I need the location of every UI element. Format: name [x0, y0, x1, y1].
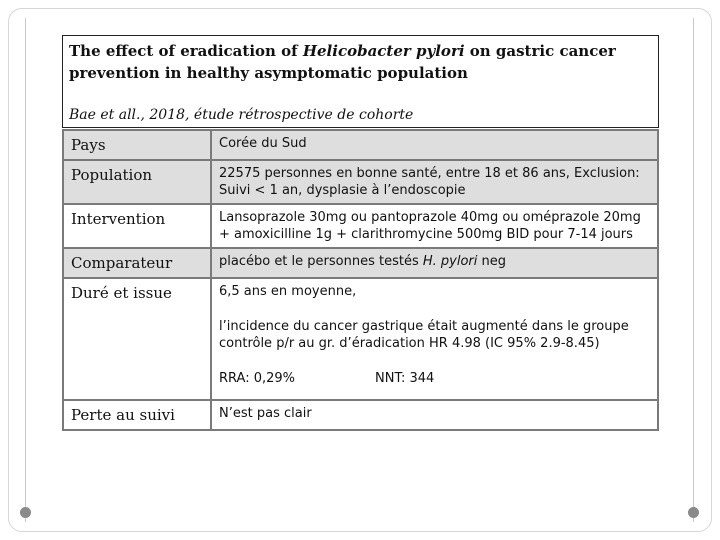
- right-rail-line: [693, 18, 694, 522]
- right-rail: [688, 18, 700, 522]
- nnt-value: NNT: 344: [375, 371, 435, 386]
- row-label: Comparateur: [63, 248, 211, 278]
- table-row: [63, 278, 658, 400]
- table-row: [63, 204, 658, 248]
- left-rail-dot: [20, 507, 31, 518]
- comparator-pre: placébo et le personnes testés: [219, 254, 423, 269]
- title-pre: The effect of eradication of: [69, 42, 303, 60]
- rra-nnt-line: [219, 370, 650, 387]
- title-post: on gastric cancer prevention in healthy asymptomatic population: [69, 42, 616, 82]
- row-label: Duré et issue: [63, 278, 211, 400]
- row-label: Perte au suivi: [63, 400, 211, 430]
- title-box: [62, 35, 659, 128]
- citation: Bae et all., 2018, étude rétrospective de cohorte: [69, 107, 414, 123]
- outcome-text: l’incidence du cancer gastrique était augmenté dans le groupe contrôle p/r au gr. d’éradication HR 4.98 (IC 95% 2.9-8.45): [219, 319, 629, 351]
- left-rail-line: [25, 18, 26, 522]
- row-value: Corée du Sud: [211, 130, 658, 160]
- left-rail: [20, 18, 32, 522]
- row-value: 22575 personnes en bonne santé, entre 18 et 86 ans, Exclusion: Suivi < 1 an, dysplasie à l’endoscopie: [211, 160, 658, 204]
- comparator-post: neg: [477, 254, 506, 269]
- row-value: N’est pas clair: [211, 400, 658, 430]
- rra-value: RRA: 0,29%: [219, 371, 296, 386]
- table-row: [63, 130, 658, 160]
- row-label: Pays: [63, 130, 211, 160]
- right-rail-dot: [688, 507, 699, 518]
- duration-text: 6,5 ans en moyenne,: [219, 284, 357, 299]
- row-label: Intervention: [63, 204, 211, 248]
- table-row: [63, 400, 658, 430]
- study-table: [62, 129, 659, 431]
- comparator-italic: H. pylori: [422, 254, 478, 269]
- table-row: [63, 248, 658, 278]
- row-value: [211, 248, 658, 278]
- row-value: Lansoprazole 30mg ou pantoprazole 40mg ou oméprazole 20mg + amoxicilline 1g + clarithromycine 500mg BID pour 7-14 jours: [211, 204, 658, 248]
- slide-title: [69, 40, 652, 84]
- row-label: Population: [63, 160, 211, 204]
- table-row: [63, 160, 658, 204]
- row-value: [211, 278, 658, 400]
- title-italic-term: Helicobacter pylori: [302, 42, 465, 60]
